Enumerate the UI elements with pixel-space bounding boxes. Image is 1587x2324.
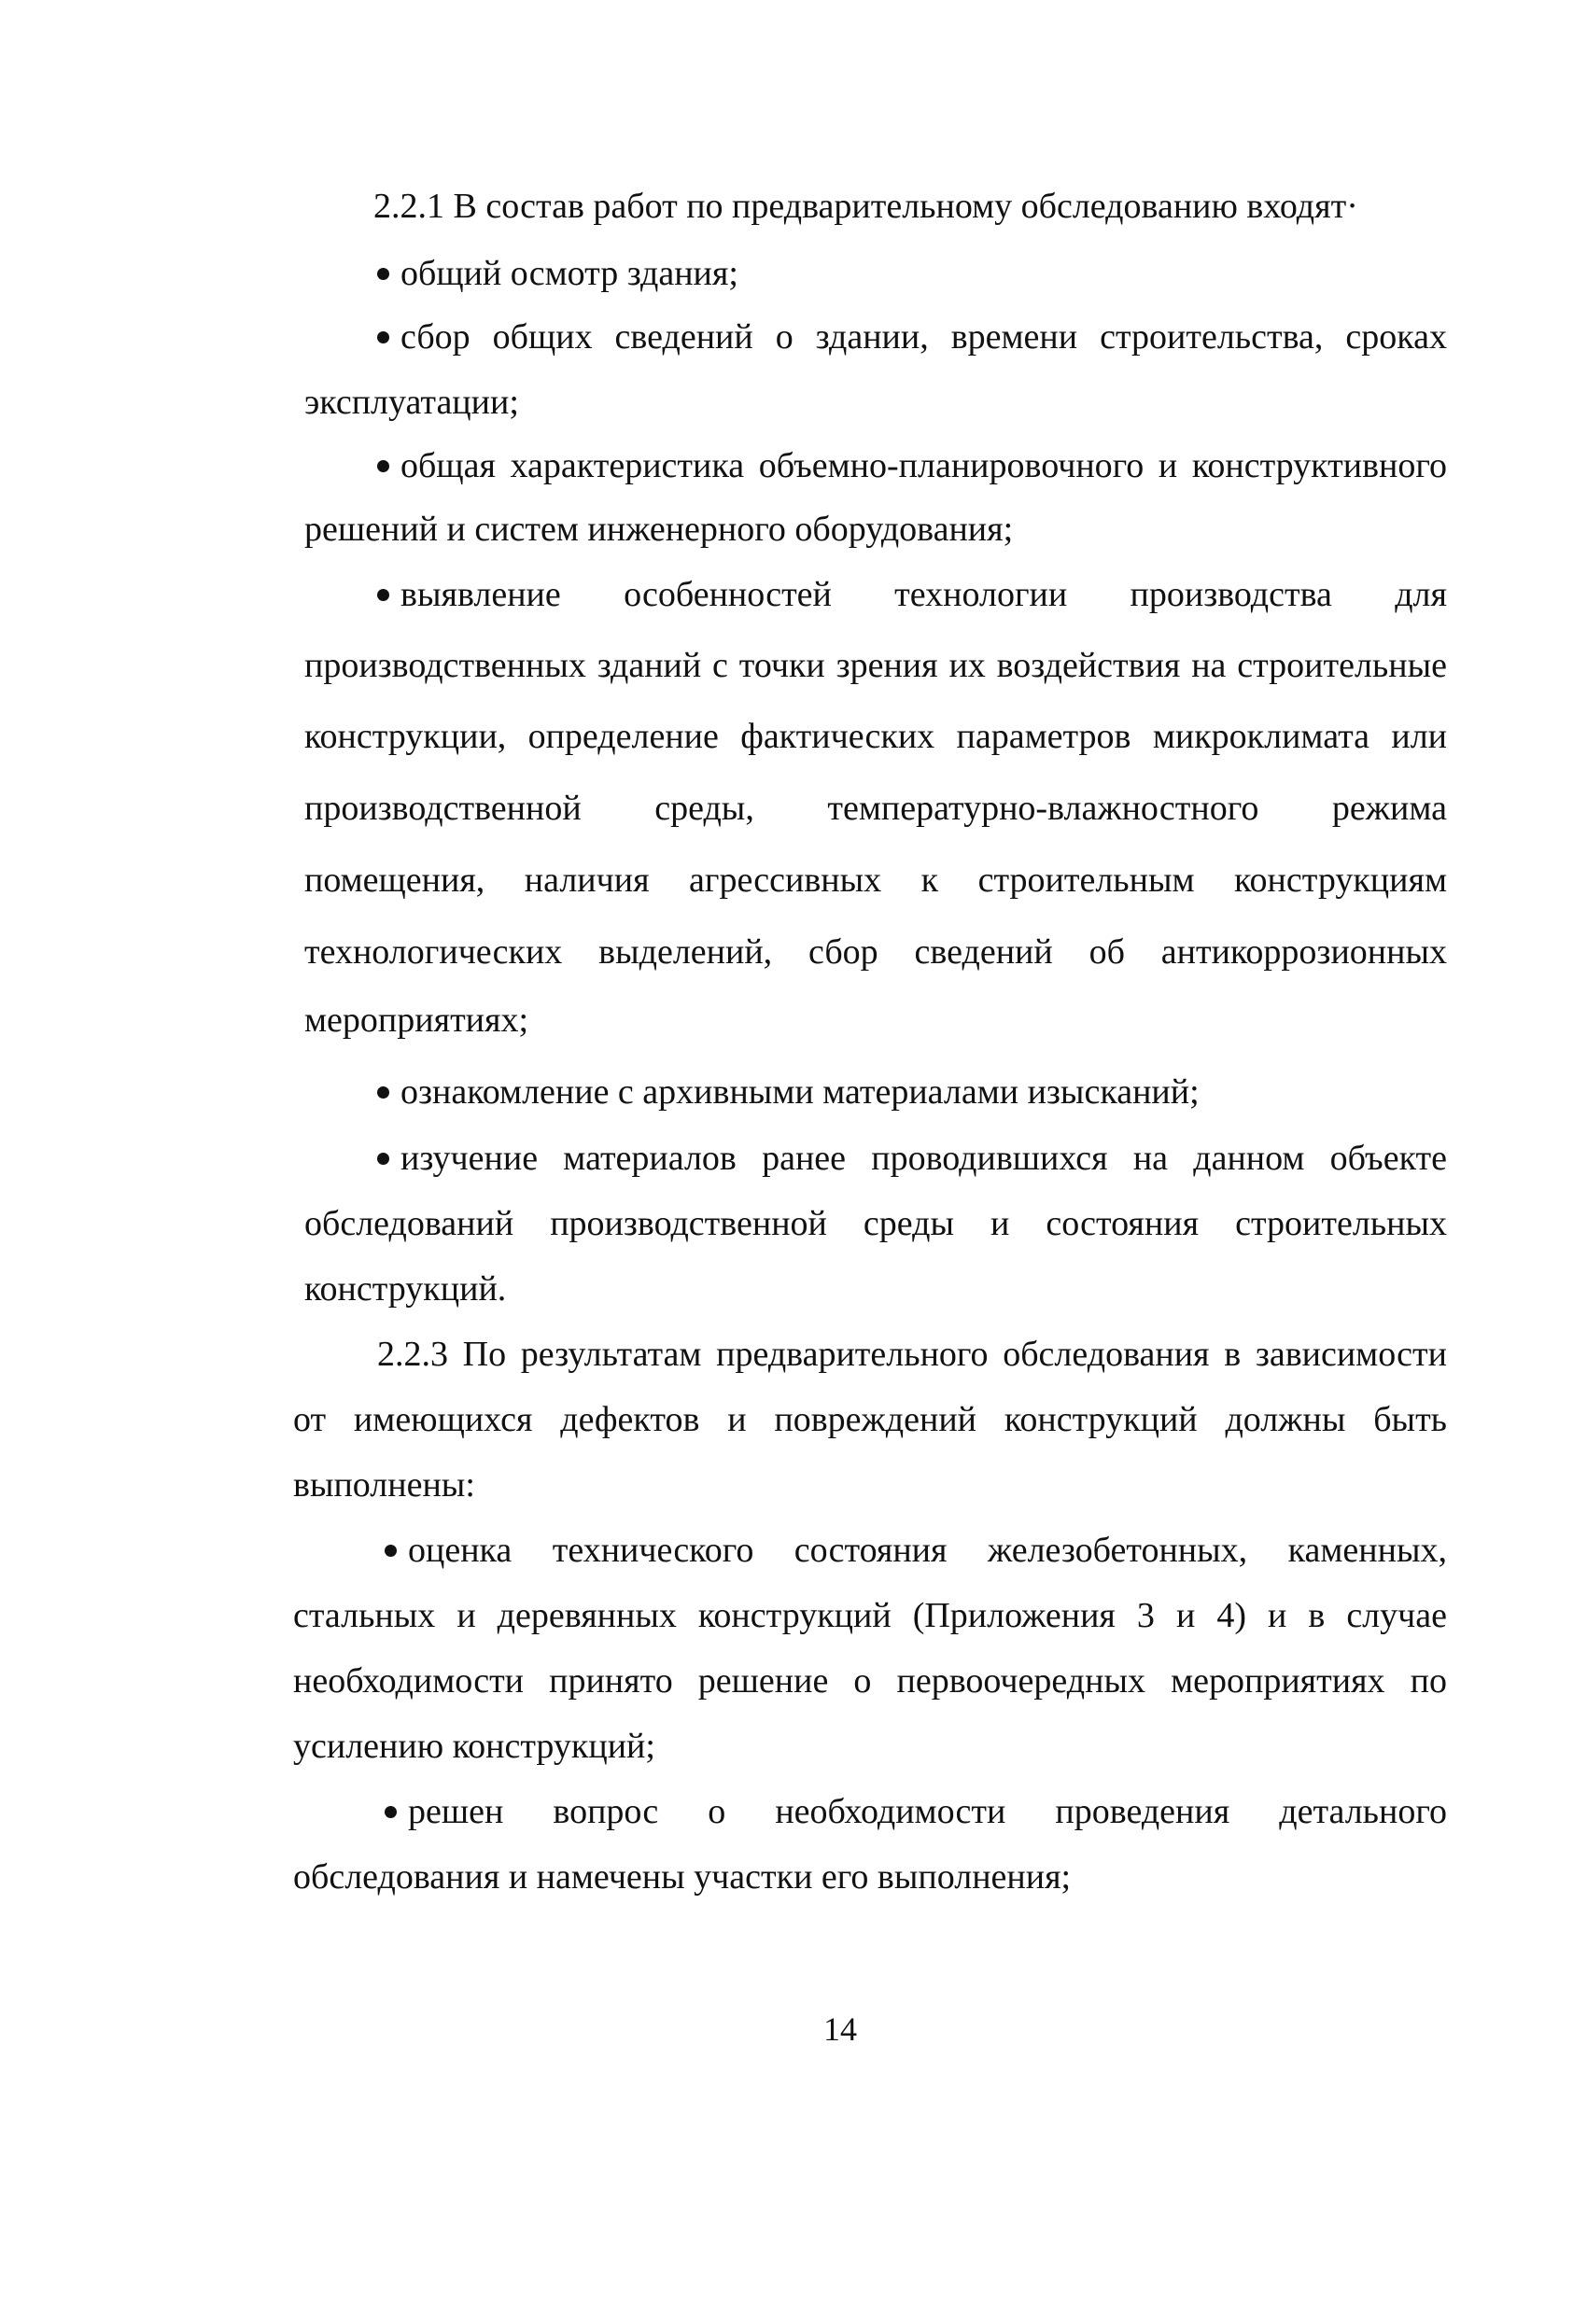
list-item-continuation: помещения, наличия агрессивных к строительным конструкциям [304, 861, 1447, 900]
list-item-continuation: решений и систем инженерного оборудования; [304, 510, 1014, 549]
list-item-continuation: мероприятиях; [304, 1001, 529, 1040]
bullet-icon [377, 331, 389, 343]
bullet-icon [385, 1806, 397, 1818]
list-item-continuation: технологических выделений, сбор сведений об антикоррозионных [304, 932, 1447, 972]
section-2-2-1-heading: 2.2.1 В состав работ по предварительному обследованию входят· [373, 187, 1358, 226]
list-item-continuation: конструкций. [304, 1269, 507, 1309]
page-number: 14 [823, 2010, 857, 2048]
list-item: ознакомление с архивными материалами изысканий; [377, 1071, 1200, 1113]
list-item-continuation: эксплуатации; [304, 383, 519, 422]
list-item-continuation: производственной среды, температурно-влажностного режима [304, 789, 1447, 828]
list-item-continuation: конструкции, определение фактических параметров микроклимата или [304, 717, 1447, 756]
list-item-continuation: усилению конструкций; [293, 1727, 655, 1766]
section-2-2-3-paragraph: 2.2.3 По результатам предварительного обследования в зависимости [377, 1335, 1447, 1374]
bullet-icon [377, 268, 389, 280]
bullet-icon [385, 1545, 397, 1557]
bullet-icon [377, 460, 389, 472]
list-item-continuation: производственных зданий с точки зрения их воздействия на строительные [304, 646, 1447, 685]
list-item: выявление особенностей технологии производства для [377, 573, 1447, 616]
list-item-continuation: обследований производственной среды и состояния строительных [304, 1204, 1447, 1243]
list-item: оценка технического состояния железобетонных, каменных, [385, 1529, 1447, 1572]
list-item: сбор общих сведений о здании, времени строительства, сроках [377, 315, 1447, 358]
bullet-icon [377, 1086, 389, 1099]
bullet-icon [377, 589, 389, 601]
list-item: изучение материалов ранее проводившихся на данном объекте [377, 1137, 1447, 1180]
paragraph-continuation: выполнены: [293, 1465, 475, 1505]
paragraph-continuation: от имеющихся дефектов и повреждений конструкций должны быть [293, 1400, 1447, 1439]
list-item-continuation: обследования и намечены участки его выполнения; [293, 1857, 1072, 1897]
list-item-continuation: необходимости принято решение о первоочередных мероприятиях по [293, 1661, 1447, 1701]
bullet-icon [377, 1153, 389, 1165]
list-item: общий осмотр здания; [377, 252, 738, 295]
list-item-continuation: стальных и деревянных конструкций (Приложения 3 и 4) и в случае [293, 1596, 1447, 1635]
list-item: решен вопрос о необходимости проведения детального [385, 1790, 1447, 1833]
list-item: общая характеристика объемно-планировочного и конструктивного [377, 444, 1447, 487]
